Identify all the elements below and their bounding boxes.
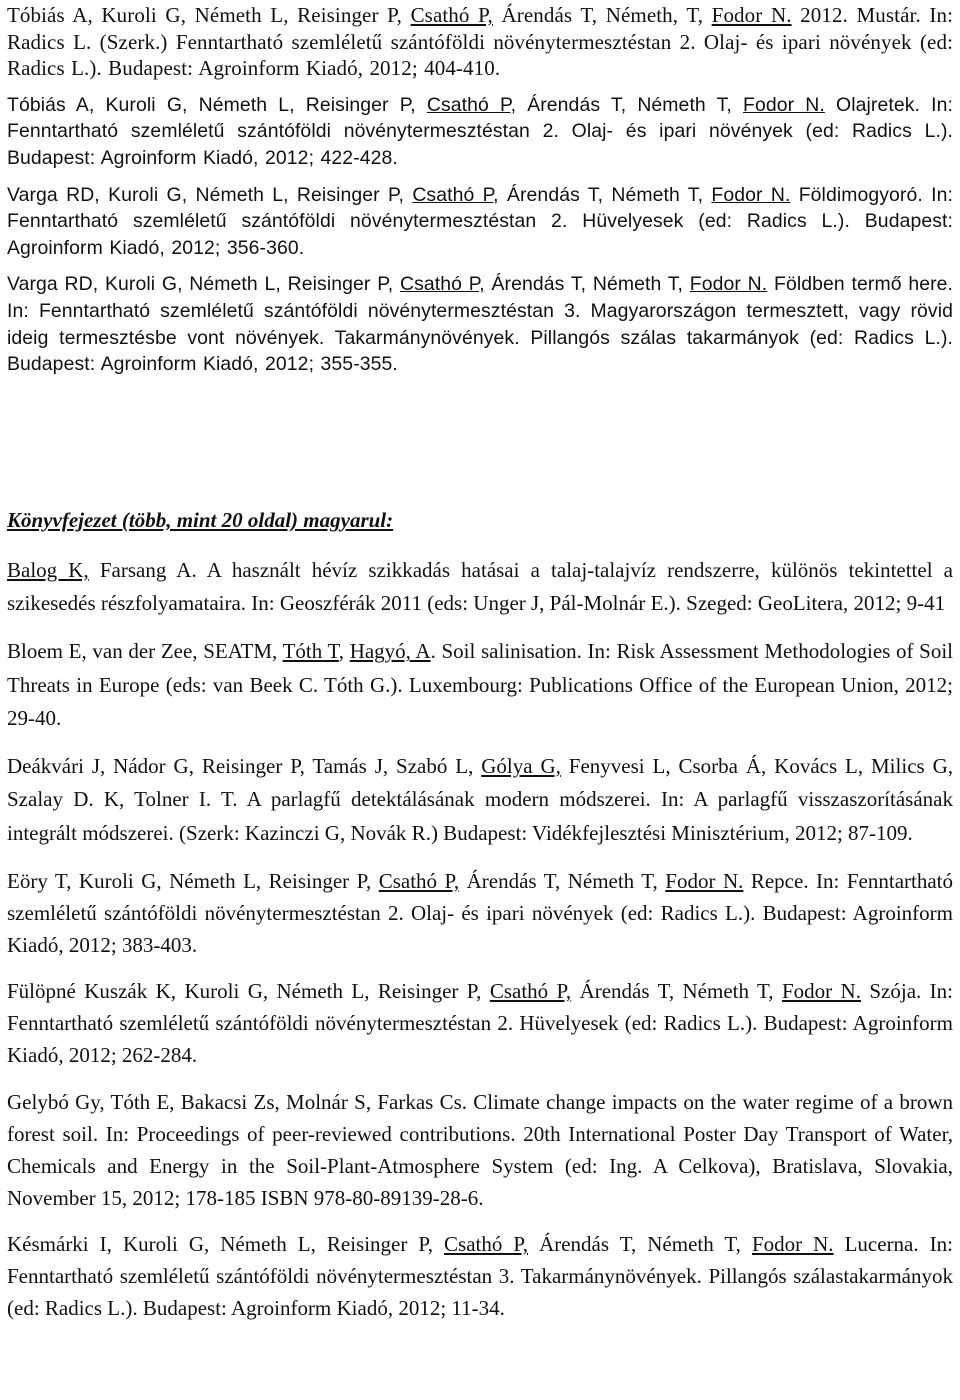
reference-text: Eöry T, Kuroli G, Németh L, Reisinger P, <box>7 868 379 893</box>
section-heading: Könyvfejezet (több, mint 20 oldal) magyarul: <box>7 508 394 532</box>
reference-text: Árendás T, Németh, T, <box>492 3 712 27</box>
reference-entry <box>7 2 953 82</box>
underlined-author: Fodor N. <box>751 1232 834 1257</box>
underlined-author: Fodor N. <box>711 3 792 27</box>
underlined-author: Fodor N. <box>689 273 768 296</box>
underlined-author: Csathó P, <box>412 183 499 206</box>
reference-text: Olajretek. In: Fenntartható szemléletű szántóföldi növénytermesztéstan 2. Olaj- és ipari növények (ed: Radics L.). Budapest: Agroinform Kiadó, 2012; 422-428. <box>7 93 954 169</box>
document-page <box>7 0 954 1321</box>
underlined-author: Fodor N. <box>743 93 825 116</box>
underlined-author: Gólya G, <box>481 754 561 779</box>
reference-entry <box>7 554 953 621</box>
reference-text: Árendás T, Németh T, <box>516 93 744 116</box>
underlined-author: Fodor N. <box>665 868 744 893</box>
underlined-author: Csathó P, <box>426 93 517 116</box>
underlined-author: Hagyó, A <box>349 639 431 664</box>
reference-text: Szója. In: Fenntartható szemléletű szántóföldi növénytermesztéstan 2. Hüvelyesek (ed: Radics L.). Budapest: Agroinform Kiadó, 2012; 262-284. <box>7 979 954 1068</box>
reference-text: Árendás T, Németh T, <box>498 183 712 206</box>
reference-text: Repce. In: Fenntartható szemléletű szántóföldi növénytermesztéstan 2. Olaj- és ipari növények (ed: Radics L.). Budapest: Agroinform Kiadó, 2012; 383-403. <box>7 868 954 957</box>
underlined-author: Fodor N. <box>711 183 791 206</box>
reference-entry <box>7 865 953 961</box>
reference-group-a <box>7 2 953 378</box>
underlined-author: Csathó P, <box>410 3 493 27</box>
reference-text: Varga RD, Kuroli G, Németh L, Reisinger P, <box>7 183 413 206</box>
reference-text: Fülöpné Kuszák K, Kuroli G, Németh L, Reisinger P, <box>7 979 490 1004</box>
reference-entry <box>7 635 953 735</box>
reference-entry <box>7 975 953 1071</box>
reference-text: Fenyvesi L, Csorba Á, Kovács L, Milics G, Szalay D. K, Tolner I. T. A parlagfű detektálásának modern módszerei. In: A parlagfű visszaszorításának integrált módszerei. (Szerk: Kazinczi G, Novák R.) Budapest: Vidékfejlesztési Minisztérium, 2012; 87-109. <box>7 754 953 845</box>
reference-text: Tóbiás A, Kuroli G, Németh L, Reisinger P, <box>7 93 427 116</box>
underlined-author: Fodor N. <box>781 979 861 1004</box>
reference-text: Árendás T, Németh T, <box>459 868 666 893</box>
reference-text: 2012. Mustár. In: Radics L. (Szerk.) Fenntartható szemléletű szántóföldi növénytermesztéstan 2. Olaj- és ipari növények (ed: Radics L.). Budapest: Agroinform Kiadó, 2012; 404-410. <box>7 3 954 81</box>
reference-text: Tóbiás A, Kuroli G, Németh L, Reisinger P, <box>7 3 411 27</box>
reference-entry <box>7 1086 953 1214</box>
reference-entry <box>7 92 953 172</box>
reference-text: Farsang A. A használt hévíz szikkadás hatásai a talaj-talajvíz rendszerre, különös tekintettel a szikesedés részfolyamataira. In: Geoszférák 2011 (eds: Unger J, Pál-Molnár E.). Szeged: GeoLitera, 2012; 9-41 <box>7 558 954 616</box>
reference-text: Árendás T, Németh T, <box>528 1232 752 1257</box>
underlined-author: Csathó P, <box>489 979 572 1004</box>
underlined-author: Csathó P, <box>378 868 460 893</box>
reference-entry <box>7 182 953 262</box>
underlined-author: Tóth T <box>282 639 339 664</box>
reference-text: Lucerna. In: Fenntartható szemléletű szántóföldi növénytermesztéstan 3. Takarmánynövények. Pillangós szálastakarmányok (ed: Radics L.). Budapest: Agroinform Kiadó, 2012; 11-34. <box>7 1232 953 1321</box>
reference-text: , <box>338 639 350 664</box>
reference-group-b <box>7 554 953 1339</box>
reference-text: Földimogyoró. In: Fenntartható szemléletű szántóföldi növénytermesztéstan 2. Hüvelyesek (ed: Radics L.). Budapest: Agroinform Kiadó, 2012; 356-360. <box>7 183 954 259</box>
reference-text: Késmárki I, Kuroli G, Németh L, Reisinger P, <box>7 1232 445 1257</box>
reference-entry <box>7 1228 953 1324</box>
reference-text: Deákvári J, Nádor G, Reisinger P, Tamás J, Szabó L, <box>7 754 482 779</box>
reference-text: Gelybó Gy, Tóth E, Bakacsi Zs, Molnár S, Farkas Cs. Climate change impacts on the water regime of a brown forest soil. In: Proceedings of peer-reviewed contributions. 20th International Poster Day Transport of Water, Chemicals and Energy in the Soil-Plant-Atmosphere System (ed: Ing. A Celkova), Bratislava, Slovakia, November 15, 2012; 178-185 ISBN 978-80-89139-28-6. <box>7 1089 953 1210</box>
reference-text: Földben termő here. In: Fenntartható szemléletű szántóföldi növénytermesztéstan 3. Magyarországon termesztett, vagy rövid ideig termesztésbe vont növények. Takarmánynövények. Pillangós szálas takarmányok (ed: Radics L.). Budapest: Agroinform Kiadó, 2012; 355-355. <box>7 273 954 376</box>
reference-text: Varga RD, Kuroli G, Németh L, Reisinger P, <box>7 273 400 296</box>
reference-entry <box>7 750 953 850</box>
underlined-author: Balog K, <box>7 558 89 582</box>
reference-text: . Soil salinisation. In: Risk Assessment Methodologies of Soil Threats in Europe (eds: van Beek C. Tóth G.). Luxembourg: Publications Office of the European Union, 2012; 29-40. <box>7 639 954 731</box>
reference-text: Árendás T, Németh T, <box>484 273 690 296</box>
reference-text: Árendás T, Németh T, <box>571 979 782 1004</box>
reference-text: Bloem E, van der Zee, SEATM, <box>7 639 283 664</box>
underlined-author: Csathó P, <box>444 1232 529 1257</box>
reference-entry <box>7 271 953 377</box>
underlined-author: Csathó P, <box>399 273 485 296</box>
